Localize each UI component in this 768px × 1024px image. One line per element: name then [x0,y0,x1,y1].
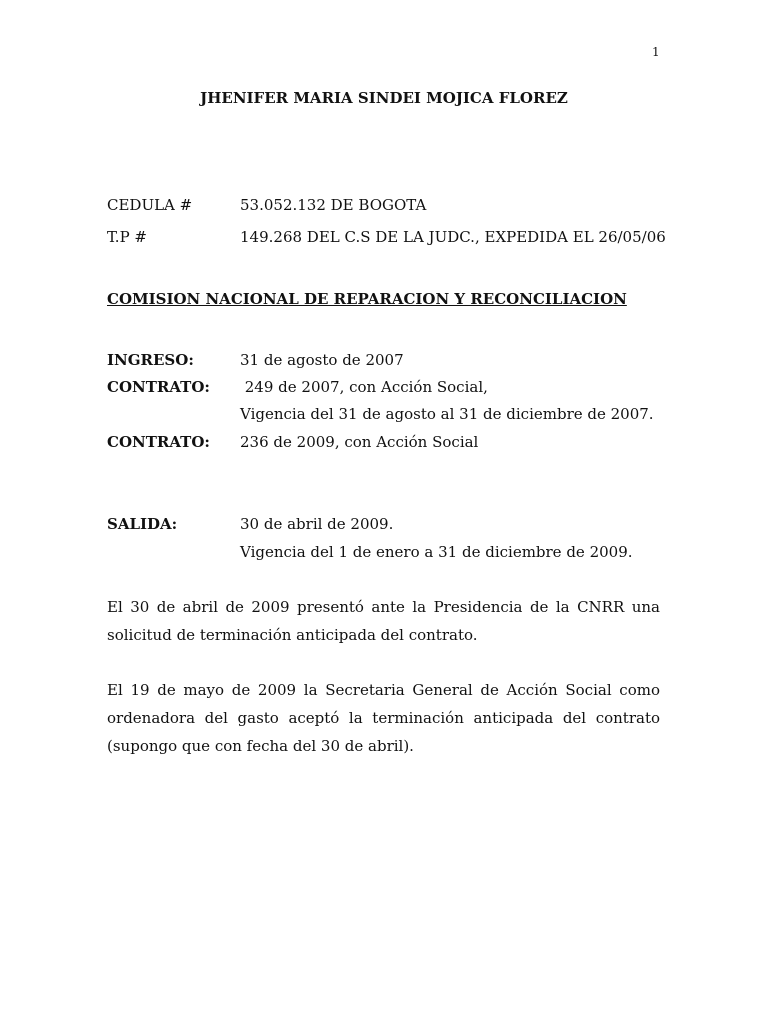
cedula-row [107,196,426,214]
page-number: 1 [652,45,660,59]
cedula-label: CEDULA # [107,196,193,214]
name-heading: JHENIFER MARIA SINDEI MOJICA FLOREZ [200,89,568,107]
ingreso-value: 31 de agosto de 2007 [240,351,404,369]
salida-vigencia: Vigencia del 1 de enero a 31 de diciembre de 2009. [240,543,633,561]
tp-value: 149.268 DEL C.S DE LA JUDC., EXPEDIDA EL 26/05/06 [240,228,666,246]
tp-row [107,228,666,246]
salida-value: 30 de abril de 2009. [240,515,394,533]
contrato1-row [107,378,488,396]
contrato1-label: CONTRATO: [107,378,210,396]
tp-label: T.P # [107,228,147,246]
section-title: COMISION NACIONAL DE REPARACION Y RECONCILIACION [107,290,627,308]
salida-label: SALIDA: [107,515,178,533]
paragraph-aceptacion: El 19 de mayo de 2009 la Secretaria General de Acción Social como ordenadora del gasto aceptó la terminación anticipada del contrato (supongo que con fecha del 30 de abril). [107,681,660,755]
contrato2-label: CONTRATO: [107,433,210,451]
contrato1-vigencia: Vigencia del 31 de agosto al 31 de diciembre de 2007. [240,405,654,423]
cedula-value: 53.052.132 DE BOGOTA [240,196,427,214]
contrato2-value: 236 de 2009, con Acción Social [240,433,479,451]
ingreso-row [107,351,404,369]
contrato1-value: 249 de 2007, con Acción Social, [240,378,488,396]
ingreso-label: INGRESO: [107,351,194,369]
paragraph-solicitud: El 30 de abril de 2009 presentó ante la Presidencia de la CNRR una solicitud de terminación anticipada del contrato. [107,598,660,644]
contrato2-row [107,433,478,451]
salida-row [107,515,393,533]
